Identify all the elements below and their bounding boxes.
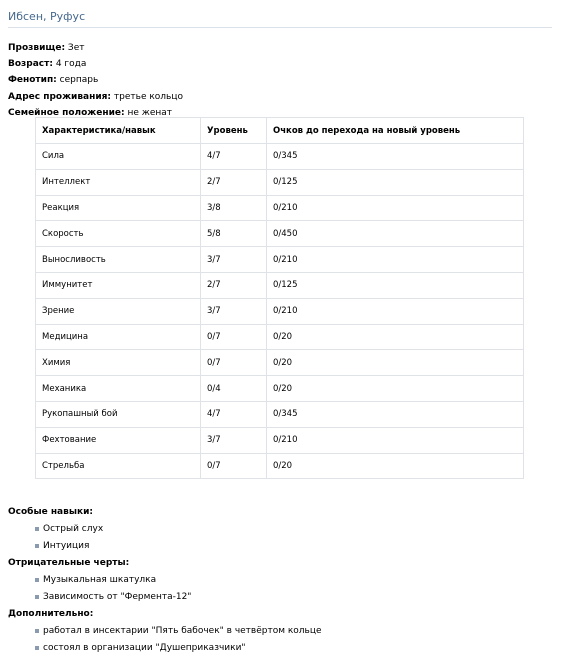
table-cell: 2/7 [201, 169, 267, 195]
table-row [36, 453, 524, 479]
table-row [36, 401, 524, 427]
list-item [8, 574, 548, 591]
info-label: Семейное положение: [8, 107, 125, 118]
list-item-text: Острый слух [43, 524, 104, 534]
stats-table [35, 117, 524, 479]
table-cell: 0/125 [267, 272, 524, 298]
table-row [36, 144, 524, 170]
table-row [36, 195, 524, 221]
section-heading: Отрицательные черты: [8, 558, 130, 568]
table-cell: 0/345 [267, 144, 524, 170]
bullet-icon [35, 544, 39, 548]
table-row [36, 376, 524, 402]
bullet-icon [35, 595, 39, 599]
table-cell: 0/7 [201, 324, 267, 350]
table-cell: 0/20 [267, 376, 524, 402]
table-cell: Сила [36, 144, 201, 170]
info-row [8, 42, 183, 58]
table-cell: 0/210 [267, 247, 524, 273]
table-cell: Рукопашный бой [36, 401, 201, 427]
column-header: Уровень [201, 118, 267, 144]
table-row [36, 427, 524, 453]
info-row [8, 74, 183, 90]
list-item-text: Зависимость от "Фермента-12" [43, 592, 192, 602]
list-item [8, 523, 548, 540]
profile-sections [8, 506, 548, 659]
info-value: Зет [67, 43, 85, 53]
info-value: 4 года [55, 59, 87, 70]
table-row [36, 169, 524, 195]
table-cell: 0/450 [267, 221, 524, 247]
table-cell: 2/7 [201, 272, 267, 298]
table-cell: 0/7 [201, 350, 267, 376]
bullet-icon [35, 527, 39, 531]
table-cell: 0/210 [267, 298, 524, 324]
info-row [8, 58, 183, 74]
table-cell: Стрельба [36, 453, 201, 479]
bullet-icon [35, 578, 39, 582]
table-cell: Реакция [36, 195, 201, 221]
list-item [8, 540, 548, 557]
table-cell: 3/7 [201, 427, 267, 453]
table-row [36, 272, 524, 298]
info-label: Фенотип: [8, 75, 57, 86]
info-row [8, 91, 183, 107]
info-value: не женат [127, 107, 173, 118]
bullet-icon [35, 629, 39, 633]
list-item [8, 591, 548, 608]
table-cell: Интеллект [36, 169, 201, 195]
table-cell: 0/125 [267, 169, 524, 195]
list-item-text: Интуиция [43, 541, 90, 551]
table-cell: 0/7 [201, 453, 267, 479]
list-item [8, 642, 548, 659]
table-cell: 0/210 [267, 195, 524, 221]
table-row [36, 221, 524, 247]
table-cell: 0/345 [267, 401, 524, 427]
info-label: Прозвище: [8, 43, 66, 53]
section-heading: Дополнительно: [8, 609, 94, 619]
table-cell: 4/7 [201, 401, 267, 427]
table-header-row [36, 118, 524, 144]
table-cell: Фехтование [36, 427, 201, 453]
list-item-text: работал в инсектарии "Пять бабочек" в четвёртом кольце [43, 626, 322, 636]
table-cell: 0/20 [267, 453, 524, 479]
table-cell: Механика [36, 376, 201, 402]
table-cell: 3/7 [201, 298, 267, 324]
table-cell: 0/20 [267, 350, 524, 376]
list-item [8, 625, 548, 642]
table-row [36, 324, 524, 350]
table-cell: Медицина [36, 324, 201, 350]
page-title: Ибсен, Руфус [8, 10, 552, 28]
list-item-text: Музыкальная шкатулка [43, 575, 157, 585]
table-row [36, 298, 524, 324]
table-cell: 5/8 [201, 221, 267, 247]
info-value: серпарь [59, 75, 99, 86]
table-row [36, 350, 524, 376]
table-cell: Химия [36, 350, 201, 376]
table-cell: 4/7 [201, 144, 267, 170]
table-cell: 0/20 [267, 324, 524, 350]
table-cell: 0/4 [201, 376, 267, 402]
info-value: третье кольцо [113, 91, 183, 102]
profile-info [8, 42, 183, 123]
section-heading: Особые навыки: [8, 507, 93, 517]
table-cell: Зрение [36, 298, 201, 324]
info-label: Возраст: [8, 59, 53, 70]
table-cell: Скорость [36, 221, 201, 247]
column-header: Характеристика/навык [36, 118, 201, 144]
table-cell: Иммунитет [36, 272, 201, 298]
column-header: Очков до перехода на новый уровень [267, 118, 524, 144]
list-item-text: состоял в организации "Душеприказчики" [43, 643, 246, 653]
table-cell: 3/7 [201, 247, 267, 273]
table-cell: 0/210 [267, 427, 524, 453]
info-label: Адрес проживания: [8, 91, 112, 102]
table-cell: Выносливость [36, 247, 201, 273]
bullet-icon [35, 646, 39, 650]
table-cell: 3/8 [201, 195, 267, 221]
table-row [36, 247, 524, 273]
